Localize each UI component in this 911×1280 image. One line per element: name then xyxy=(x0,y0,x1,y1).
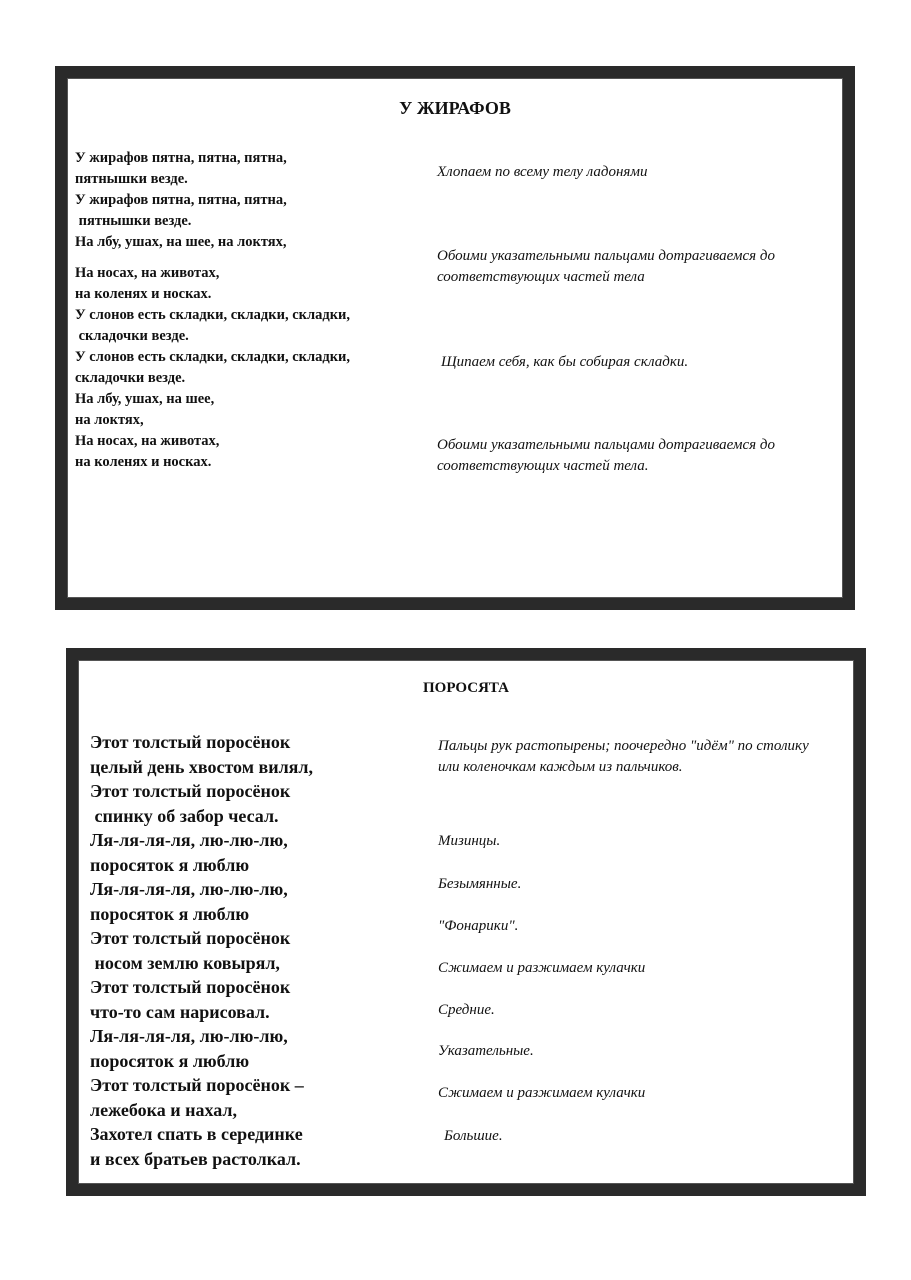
verse-line: что-то сам нарисовал. xyxy=(90,1001,270,1022)
verse-line: Ля-ля-ля-ля, лю-лю-лю, xyxy=(90,1026,288,1046)
verse-line: пятнышки везде. xyxy=(75,213,192,229)
verse-line: и всех братьев растолкал. xyxy=(90,1148,301,1169)
card-title: ПОРОСЯТА xyxy=(422,680,509,696)
verse-line: спинку об забор чесал. xyxy=(90,805,279,826)
action-instruction: "Фонарики". xyxy=(438,918,519,934)
verse-line: лежебока и нахал, xyxy=(90,1099,238,1120)
verse-line: пятнышки везде. xyxy=(75,171,188,187)
verse-line: складочки везде. xyxy=(75,370,186,386)
verse-line: На носах, на животах, xyxy=(75,265,220,281)
verse-line: целый день хвостом вилял, xyxy=(90,756,314,777)
action-instruction: Средние. xyxy=(438,1002,495,1018)
verse-line: У жирафов пятна, пятна, пятна, xyxy=(75,150,287,166)
verse-line: на коленях и носках. xyxy=(75,454,212,470)
action-instruction: Сжимаем и разжимаем кулачки xyxy=(438,1085,646,1101)
card-title: У ЖИРАФОВ xyxy=(399,98,511,118)
action-instruction: Сжимаем и разжимаем кулачки xyxy=(438,960,646,976)
verse-line: Этот толстый поросёнок – xyxy=(90,1075,304,1095)
verse-gap xyxy=(75,253,445,263)
verse-line: Этот толстый поросёнок xyxy=(90,977,291,997)
verse-line: У жирафов пятна, пятна, пятна, xyxy=(75,192,287,208)
verse-line: Этот толстый поросёнок xyxy=(90,781,291,801)
verse-line: носом землю ковырял, xyxy=(90,952,280,973)
action-instruction: Пальцы рук растопырены; поочередно "идём" по столику или коленочкам каждым из пальчиков. xyxy=(438,738,809,775)
actions-column xyxy=(438,736,818,1156)
verse-column xyxy=(90,730,420,1171)
verse-line: поросяток я люблю xyxy=(90,854,250,875)
verse-line: Ля-ля-ля-ля, лю-лю-лю, xyxy=(90,879,288,899)
actions-column xyxy=(437,148,817,508)
rhyme-card-piglets xyxy=(66,648,866,1196)
verse-line: поросяток я люблю xyxy=(90,1050,250,1071)
action-instruction: Большие. xyxy=(444,1128,503,1144)
verse-line: У слонов есть складки, складки, складки, xyxy=(75,307,351,323)
action-instruction: Мизинцы. xyxy=(438,833,501,849)
verse-line: У слонов есть складки, складки, складки, xyxy=(75,349,351,365)
verse-line: На лбу, ушах, на шее, xyxy=(75,391,215,407)
verse-line: Этот толстый поросёнок xyxy=(90,928,291,948)
action-instruction: Хлопаем по всему телу ладонями xyxy=(437,164,648,180)
verse-line: на локтях, xyxy=(75,412,144,428)
verse-line: На носах, на животах, xyxy=(75,433,220,449)
verse-line: на коленях и носках. xyxy=(75,286,212,302)
verse-column xyxy=(75,148,445,473)
verse-line: Захотел спать в серединке xyxy=(90,1124,303,1144)
verse-line: Этот толстый поросёнок xyxy=(90,732,291,752)
action-instruction: Щипаем себя, как бы собирая складки. xyxy=(441,354,689,370)
verse-line: складочки везде. xyxy=(75,328,189,344)
verse-line: Ля-ля-ля-ля, лю-лю-лю, xyxy=(90,830,288,850)
action-instruction: Обоими указательными пальцами дотрагиваемся до соответствующих частей тела. xyxy=(437,437,775,474)
action-instruction: Указательные. xyxy=(438,1043,534,1059)
action-instruction: Обоими указательными пальцами дотрагиваемся до соответствующих частей тела xyxy=(437,248,775,285)
verse-line: На лбу, ушах, на шее, на локтях, xyxy=(75,234,287,250)
rhyme-card-giraffes xyxy=(55,66,855,610)
verse-line: поросяток я люблю xyxy=(90,903,250,924)
action-instruction: Безымянные. xyxy=(438,876,522,892)
